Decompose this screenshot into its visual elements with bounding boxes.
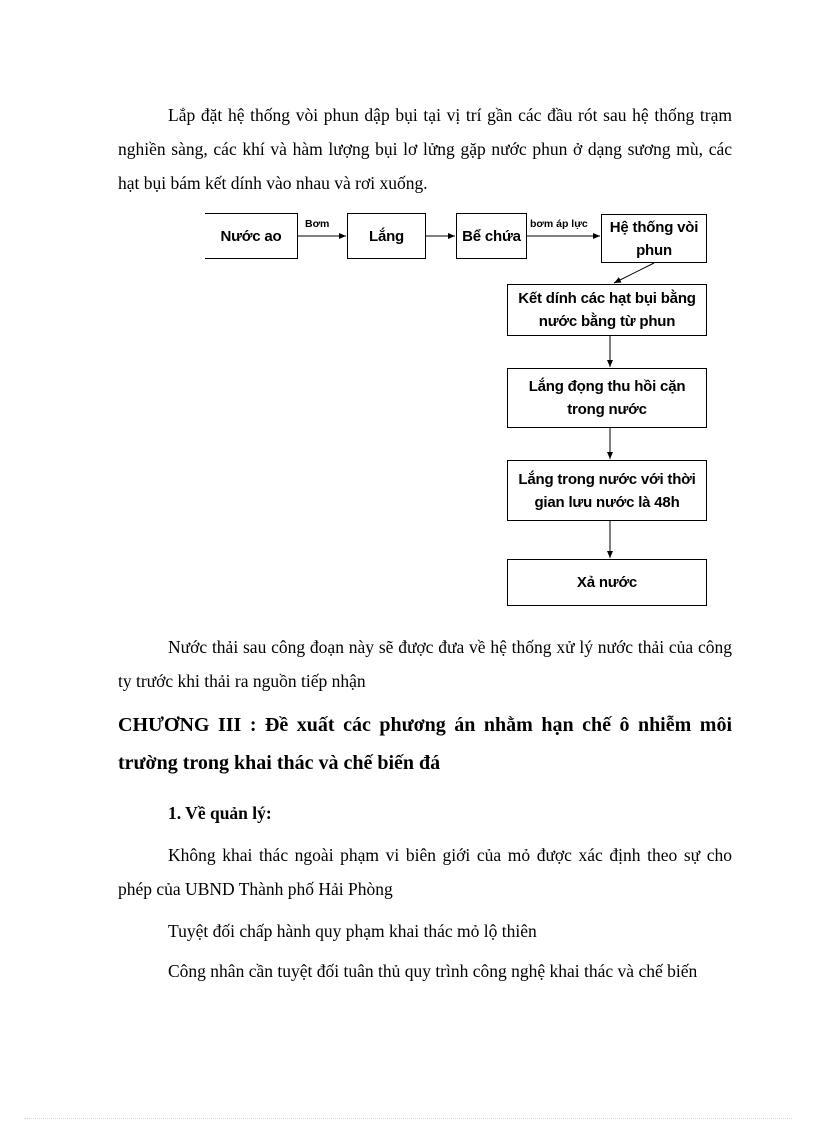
box-settling — [347, 213, 426, 259]
box-retention — [507, 460, 707, 521]
box-sediment-recovery — [507, 368, 707, 428]
after-flow-paragraph: Nước thải sau công đoạn này sẽ được đưa về hệ thống xử lý nước thải của công ty trước khi thải ra nguồn tiếp nhận — [118, 637, 732, 691]
arrow-spray-to-bind — [614, 263, 654, 283]
box-retention-label: Lắng trong nước với thời gian lưu nước là 48h — [518, 470, 696, 511]
box-sediment-recovery-label: Lắng đọng thu hồi cặn trong nước — [528, 378, 686, 418]
chapter-title: CHƯƠNG III : Đề xuất các phương án nhằm hạn chế ô nhiễm môi trường trong khai thác và chế biến đá — [118, 714, 732, 774]
box-pond-water-label: Nước ao — [220, 227, 282, 245]
edge-label-pump: Bơm — [305, 218, 330, 230]
intro-paragraph: Lắp đặt hệ thống vòi phun dập bụi tại vị trí gần các đầu rót sau hệ thống trạm nghiền sàng, các khí và hàm lượng bụi lơ lửng gặp nước phun ở dạng sương mù, các hạt bụi bám kết dính vào nhau và rơi xuống. — [118, 105, 732, 193]
management-paragraph-3: Công nhân cần tuyệt đối tuân thủ quy trình công nghệ khai thác và chế biến — [168, 961, 698, 981]
section-heading: 1. Về quản lý: — [168, 803, 272, 823]
box-spray-system — [601, 214, 707, 263]
box-discharge — [507, 559, 707, 606]
box-storage-tank — [456, 213, 527, 259]
box-dust-binding — [507, 284, 707, 336]
management-paragraph-1: Không khai thác ngoài phạm vi biên giới của mỏ được xác định theo sự cho phép của UBND Thành phố Hải Phòng — [118, 845, 732, 899]
management-paragraph-2: Tuyệt đối chấp hành quy phạm khai thác mỏ lộ thiên — [168, 921, 537, 941]
box-storage-tank-label: Bể chứa — [462, 227, 521, 245]
edge-label-pressure-pump: bơm áp lực — [530, 218, 588, 230]
page-bottom-rule — [24, 1118, 792, 1119]
box-settling-label: Lắng — [368, 227, 405, 245]
box-spray-system-label: Hệ thống vòi phun — [609, 218, 699, 259]
box-discharge-label: Xả nước — [576, 574, 638, 591]
box-dust-binding-label: Kết dính các hạt bụi bằng nước bằng từ phun — [518, 290, 696, 330]
box-pond-water — [205, 213, 298, 259]
